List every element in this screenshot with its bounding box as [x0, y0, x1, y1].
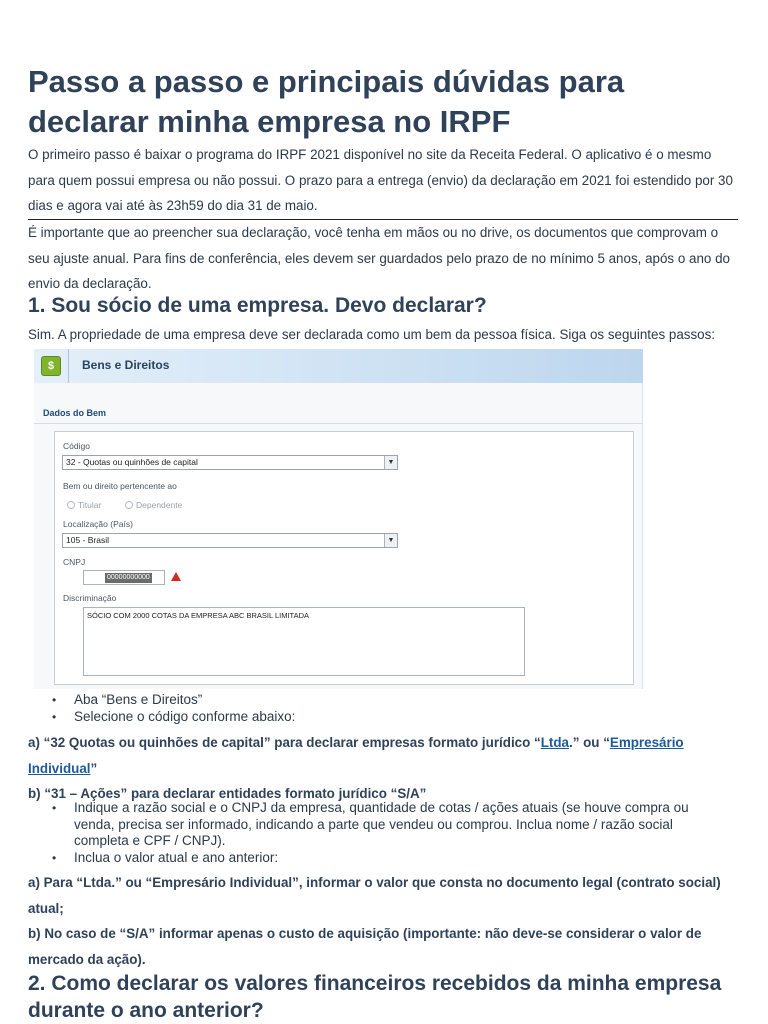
discriminacao-textarea: SÓCIO COM 2000 COTAS DA EMPRESA ABC BRASIL LIMITADA — [83, 607, 525, 676]
chevron-down-icon: ▼ — [384, 456, 397, 469]
cnpj-input — [83, 570, 165, 585]
radio-circle-icon — [67, 501, 75, 509]
localizacao-value: 105 - Brasil — [66, 535, 109, 545]
empresario-individual-link[interactable]: Empresário Individual — [28, 735, 684, 776]
chevron-down-icon: ▼ — [384, 534, 397, 547]
codigo-select — [62, 455, 398, 470]
cnpj-label: CNPJ — [63, 557, 86, 567]
option-a-suffix: ” — [90, 760, 98, 776]
intro-paragraph-1: O primeiro passo é baixar o programa do IRPF 2021 disponível no site da Receita Federal. O aplicativo é o mesmo para quem possui empresa ou não possui. O prazo para a entrega (envio) da declaração em 2021 foi estendido por 30 dias e agora vai até às 23h59 do dia 31 de maio. — [28, 142, 738, 220]
list-item: • Indique a razão social e o CNPJ da empresa, quantidade de cotas / ações atuais (se houve compra ou venda, precisa ser informado, indicando a parte que vendeu ou comprou. Inclua nome / razão social completa e CPF / CNPJ). — [74, 800, 724, 850]
localizacao-select — [62, 533, 398, 548]
list-item: • Selecione o código conforme abaixo: — [74, 709, 724, 726]
section-1-heading: 1. Sou sócio de uma empresa. Devo declarar? — [28, 294, 487, 317]
section-1-text: Sim. A propriedade de uma empresa deve ser declarada como um bem da pessoa física. Siga os seguintes passos: — [28, 327, 716, 342]
radio-dependente-label: Dependente — [136, 500, 183, 510]
pertencente-label: Bem ou direito pertencente ao — [63, 481, 177, 491]
list-item: • Inclua o valor atual e ano anterior: — [74, 850, 724, 867]
option-b-text: b) “31 – Ações” para declarar entidades formato jurídico “S/A” — [28, 786, 427, 801]
radio-titular-label: Titular — [78, 500, 102, 510]
article-title: Passo a passo e principais dúvidas para declarar minha empresa no IRPF — [28, 64, 625, 139]
localizacao-label: Localização (País) — [63, 519, 133, 529]
section-2-heading: 2. Como declarar os valores financeiros recebidos da minha empresa durante o ano anterior? — [28, 972, 722, 1022]
codigo-value: 32 - Quotas ou quinhões de capital — [66, 457, 198, 467]
intro-paragraph-2: É importante que ao preencher sua declaração, você tenha em mãos ou no drive, os documentos que comprovam o seu ajuste anual. Para fins de conferência, eles devem ser guardados pelo prazo de no mínimo 5 anos, após o ano do envio da declaração. — [28, 225, 730, 291]
ltda-link[interactable]: Ltda — [540, 735, 569, 750]
radio-titular — [67, 500, 101, 510]
steps-list — [74, 692, 724, 725]
dados-do-bem-label: Dados do Bem — [43, 408, 107, 418]
codigo-label: Código — [63, 441, 90, 451]
radio-dependente — [125, 500, 182, 510]
radio-circle-icon — [125, 501, 133, 509]
screenshot-header — [34, 349, 643, 383]
section-divider — [34, 423, 643, 424]
cnpj-value: 00000000000 — [107, 574, 150, 581]
screenshot-header-title: Bens e Direitos — [82, 358, 170, 372]
discriminacao-label: Discriminação — [63, 593, 117, 603]
bens-direitos-screenshot — [34, 349, 643, 689]
value-a-text: a) Para “Ltda.” ou “Empresário Individual”, informar o valor que consta no documento legal (contrato social) atual; — [28, 875, 721, 916]
header-divider — [68, 349, 69, 383]
form-panel — [54, 431, 634, 685]
dollar-icon: $ — [41, 356, 61, 376]
details-list — [74, 800, 724, 866]
list-item: • Aba “Bens e Direitos” — [74, 692, 724, 709]
value-b-text: b) No caso de “S/A” informar apenas o custo de aquisição (importante: não deve-se considerar o valor de mercado da ação). — [28, 926, 702, 967]
warning-icon — [171, 572, 181, 581]
option-a-prefix: a) “32 Quotas ou quinhões de capital” para declarar empresas formato jurídico “ — [28, 735, 541, 750]
option-a-middle: .” ou “ — [568, 735, 610, 750]
option-a-text — [28, 730, 740, 781]
